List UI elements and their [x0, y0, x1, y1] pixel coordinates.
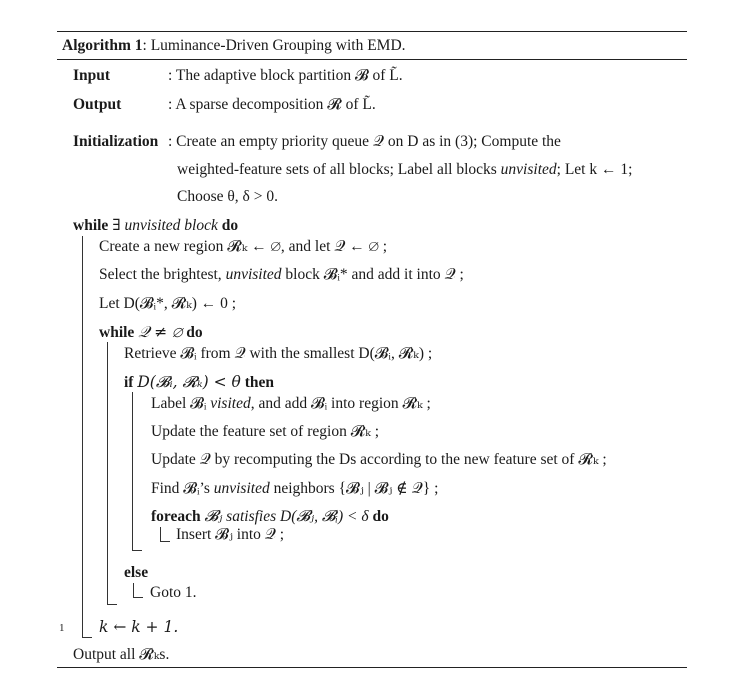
output-label: Output [73, 96, 122, 113]
step-insert: Insert 𝓑ⱼ into 𝒬 ; [176, 526, 285, 543]
while-inner-do: do [186, 324, 203, 341]
foreach-keyword: foreach [151, 508, 201, 525]
label-visited: visited [210, 395, 251, 412]
while-outer-header [73, 217, 238, 235]
foreach-bar [160, 527, 170, 542]
then-keyword: then [244, 374, 274, 391]
caption-title: : Luminance-Driven Grouping with EMD. [142, 37, 406, 54]
initialization-label: Initialization [73, 133, 159, 150]
while-outer-bar [82, 236, 92, 638]
output-text: : A sparse decomposition 𝓡 of L̃. [168, 96, 376, 113]
step-goto: Goto 1. [150, 584, 197, 601]
caption-label: Algorithm 1 [62, 37, 143, 54]
while-inner-condition: 𝒬 ≠ ∅ [138, 323, 183, 341]
if-keyword: if [124, 374, 134, 391]
step-init-distance: Let D(𝓑ᵢ*, 𝓡ₖ) ← 0 ; [99, 295, 237, 312]
step-retrieve: Retrieve 𝓑ᵢ from 𝒬 with the smallest D(𝓑ᵢ, 𝓡ₖ) ; [124, 345, 433, 362]
while-inner-bar [107, 342, 117, 605]
algorithm-caption [62, 37, 406, 55]
if-condition: D(𝓑ᵢ, 𝓡ₖ) < θ [137, 373, 241, 391]
step-select-brightest [99, 266, 464, 284]
input-label: Input [73, 67, 111, 84]
step-create-region: Create a new region 𝓡ₖ ← ∅, and let 𝒬 ← ∅ ; [99, 238, 388, 255]
step-update-queue: Update 𝒬 by recomputing the Ds according to the new feature set of 𝓡ₖ ; [151, 451, 607, 468]
init-line2-text-a: weighted-feature sets of all blocks; Label all blocks [177, 161, 501, 178]
step-output-all: Output all 𝓡ₖs. [73, 646, 170, 663]
initialization-line-2 [177, 161, 632, 179]
find-text-c: neighbors {𝓑ⱼ | 𝓑ⱼ ∉ 𝒬} ; [269, 480, 439, 497]
while-inner-header [99, 323, 203, 342]
caption-rule [57, 59, 687, 60]
foreach-do: do [372, 508, 389, 525]
step-label-visited [151, 395, 431, 413]
init-line2-text-c: ; Let k ← 1; [556, 161, 633, 178]
label-text-a: Label 𝓑ᵢ [151, 395, 211, 412]
find-unvisited: unvisited [213, 480, 270, 497]
while-inner-keyword: while [99, 324, 135, 341]
initialization-line-1: : Create an empty priority queue 𝒬 on D as in (3); Compute the [168, 133, 561, 150]
init-line2-unvisited: unvisited [500, 161, 557, 178]
if-header [124, 373, 274, 392]
while-keyword: while [73, 217, 109, 234]
while-condition: ∃ unvisited block [112, 217, 218, 234]
step-find-neighbors [151, 480, 438, 498]
do-keyword: do [221, 217, 239, 234]
select-text-c: block 𝓑ᵢ* and add it into 𝒬 ; [281, 266, 464, 283]
input-text: : The adaptive block partition 𝓑 of L̃. [168, 67, 403, 84]
line-number: 1 [59, 622, 65, 634]
top-rule [57, 31, 687, 32]
step-update-feature: Update the feature set of region 𝓡ₖ ; [151, 423, 380, 440]
find-text-a: Find 𝓑ᵢ’s [151, 480, 214, 497]
initialization-line-3: Choose θ, δ > 0. [177, 188, 278, 205]
step-increment: k ← k + 1. [99, 618, 179, 636]
else-keyword: else [124, 564, 149, 581]
select-text-a: Select the brightest, [99, 266, 226, 283]
if-bar [132, 392, 142, 551]
bottom-rule [57, 667, 687, 668]
foreach-header [151, 508, 389, 526]
select-unvisited: unvisited [225, 266, 282, 283]
label-text-c: , and add 𝓑ᵢ into region 𝓡ₖ ; [250, 395, 431, 412]
else-bar [133, 583, 143, 598]
foreach-condition: 𝓑ⱼ satisfies D(𝓑ⱼ, 𝓑ᵢ) < δ [204, 508, 369, 525]
